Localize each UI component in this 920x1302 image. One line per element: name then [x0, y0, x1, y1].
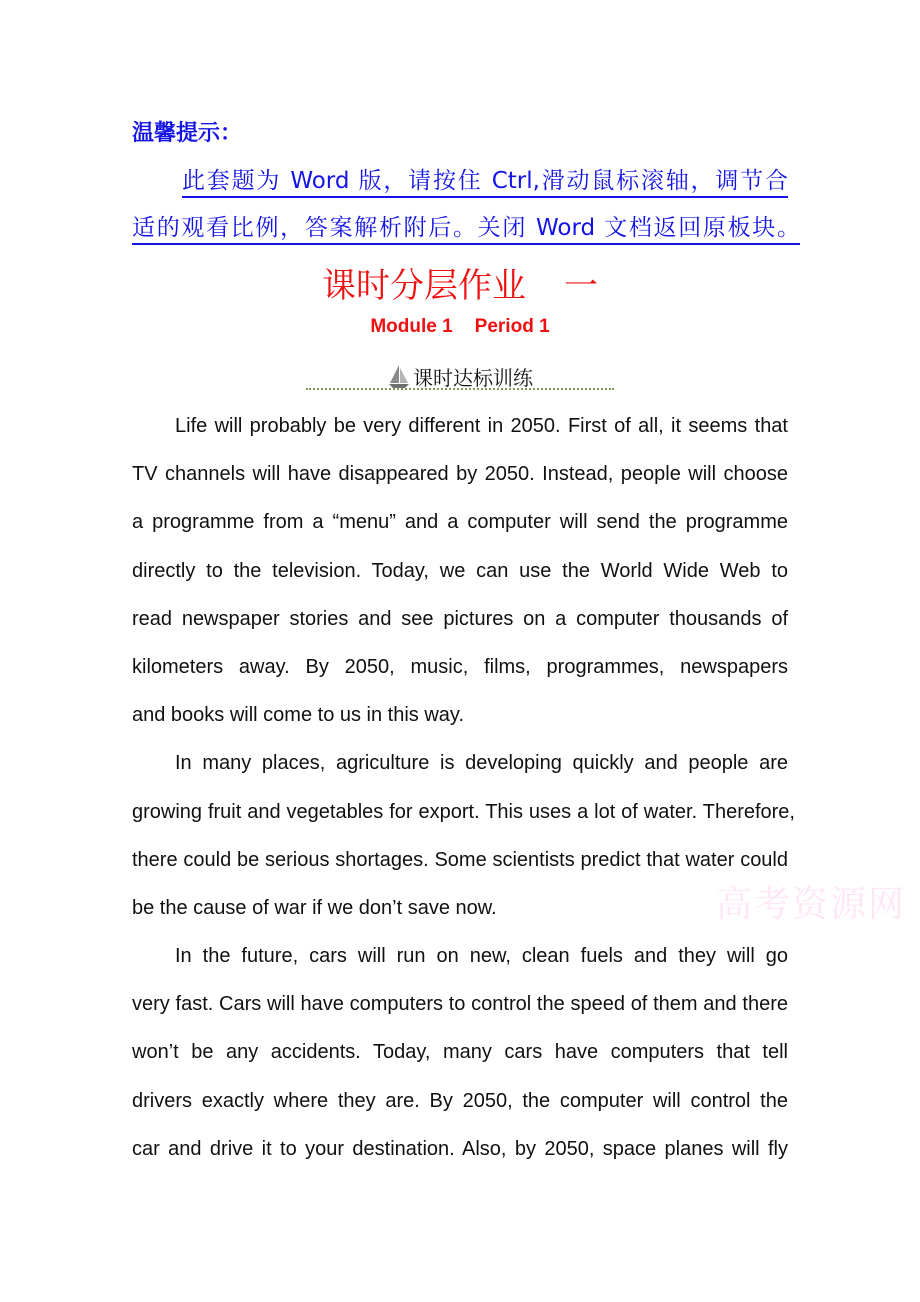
watermark: 高考资源网: [716, 884, 907, 925]
paragraph-3-line: drivers exactly where they are. By 2050, the computer will control the: [132, 1089, 788, 1112]
subtitle: [0, 316, 920, 338]
passage: [132, 404, 795, 1175]
title-main: 课时分层作业: [322, 266, 526, 306]
paragraph-2-line: there could be serious shortages. Some scientists predict that water could: [132, 848, 788, 871]
paragraph-1-line: kilometers away. By 2050, music, films, programmes, newspapers: [132, 655, 788, 678]
title-number: 一: [564, 266, 598, 306]
paragraph-1-line: TV channels will have disappeared by 2050. Instead, people will choose: [132, 463, 788, 486]
paragraph-3-line: won’t be any accidents. Today, many cars have computers that tell: [132, 1041, 788, 1064]
subtitle-module: Module 1: [370, 316, 453, 337]
paragraph-1-line: and books will come to us in this way.: [132, 704, 465, 727]
paragraph-1-line: directly to the television. Today, we can use the World Wide Web to: [132, 559, 788, 582]
page-title: [0, 258, 920, 307]
tip-link-line-2[interactable]: 适的观看比例，答案解析附后。关闭 Word 文档返回原板块。: [132, 213, 800, 245]
section-header: [306, 362, 614, 390]
sailboat-icon: [387, 364, 411, 390]
paragraph-1-line: a programme from a “menu” and a computer will send the programme: [132, 511, 788, 534]
tip-title: 温馨提示：: [132, 121, 243, 146]
paragraph-2-line: be the cause of war if we don’t save now.: [132, 896, 497, 919]
paragraph-2-line: In many places, agriculture is developing quickly and people are: [175, 752, 788, 775]
paragraph-1-line: Life will probably be very different in 2050. First of all, it seems that: [175, 415, 788, 437]
subtitle-period: Period 1: [474, 316, 550, 337]
paragraph-2-line: growing fruit and vegetables for export. This uses a lot of water. Therefore,: [132, 800, 795, 823]
paragraph-1-line: read newspaper stories and see pictures on a computer thousands of: [132, 607, 788, 630]
paragraph-3-line: In the future, cars will run on new, clean fuels and they will go: [175, 945, 788, 968]
paragraph-3-line: car and drive it to your destination. Also, by 2050, space planes will fly: [132, 1137, 788, 1160]
paragraph-3-line: very fast. Cars will have computers to control the speed of them and there: [132, 993, 788, 1016]
tip-link-line-1[interactable]: 此套题为 Word 版，请按住 Ctrl,滑动鼠标滚轴，调节合: [182, 166, 788, 198]
section-label: 课时达标训练: [413, 366, 533, 390]
